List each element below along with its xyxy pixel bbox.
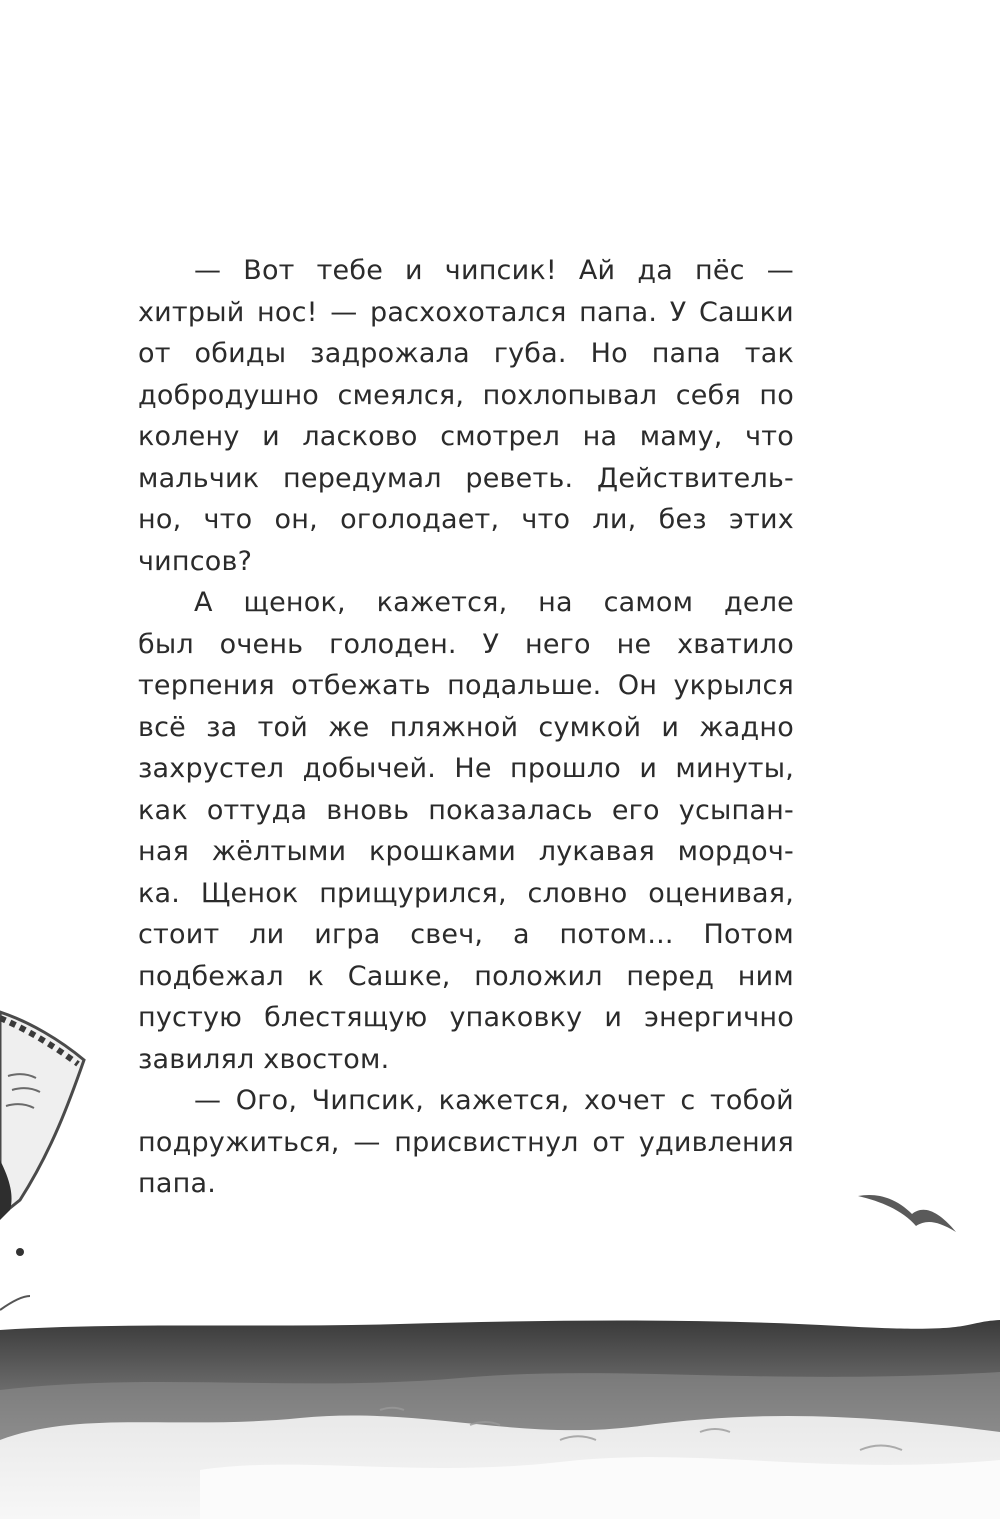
text-line: А щенок, кажется, на самом деле [194,587,794,618]
text-line: захрустел добычей. Не прошло и минуты, [138,753,794,784]
text-line: — Ого, Чипсик, кажется, хочет с тобой [194,1085,794,1116]
text-line: — Вот тебе и чипсик! Ай да пёс — [194,255,794,286]
text-line: как оттуда вновь показалась его усыпан- [138,794,794,826]
text-line: ка. Щенок прищурился, словно оценивая, [138,877,794,909]
text-line: всё за той же пляжной сумкой и жадно [138,711,794,743]
text-line: чипсов? [138,545,253,577]
text-line: терпения отбежать подальше. Он укрылся [138,670,794,701]
seagull-icon [858,1195,956,1232]
text-line: пустую блестящую упаковку и энергично [138,1002,794,1033]
text-line: папа. [138,1168,216,1199]
sea-band [0,1320,1000,1519]
text-line: но, что он, оголодает, что ли, без этих [138,504,794,535]
chips-packet [0,1012,84,1216]
text-line: колену и ласково смотрел на маму, что [138,421,794,452]
shore [0,1416,1000,1519]
text-line: от обиды задрожала губа. Но папа так [138,338,794,369]
text-line: был очень голоден. У него не хватило [138,628,794,660]
text-line: добродушно смеялся, похлопывал себя по [138,379,794,411]
text-line: стоит ли игра свеч, а потом... Потом [138,919,794,950]
text-line: подружиться, — присвистнул от удивления [138,1126,794,1158]
text-line: мальчик передумал реветь. Действитель- [138,462,794,494]
text-line: ная жёлтыми крошками лукавая мордоч- [138,836,794,867]
text-line: хитрый нос! — расхохотался папа. У Сашки [138,296,794,328]
text-line: подбежал к Сашке, положил перед ним [138,960,794,992]
text-line: завилял хвостом. [138,1043,390,1075]
story-text [138,250,794,1205]
